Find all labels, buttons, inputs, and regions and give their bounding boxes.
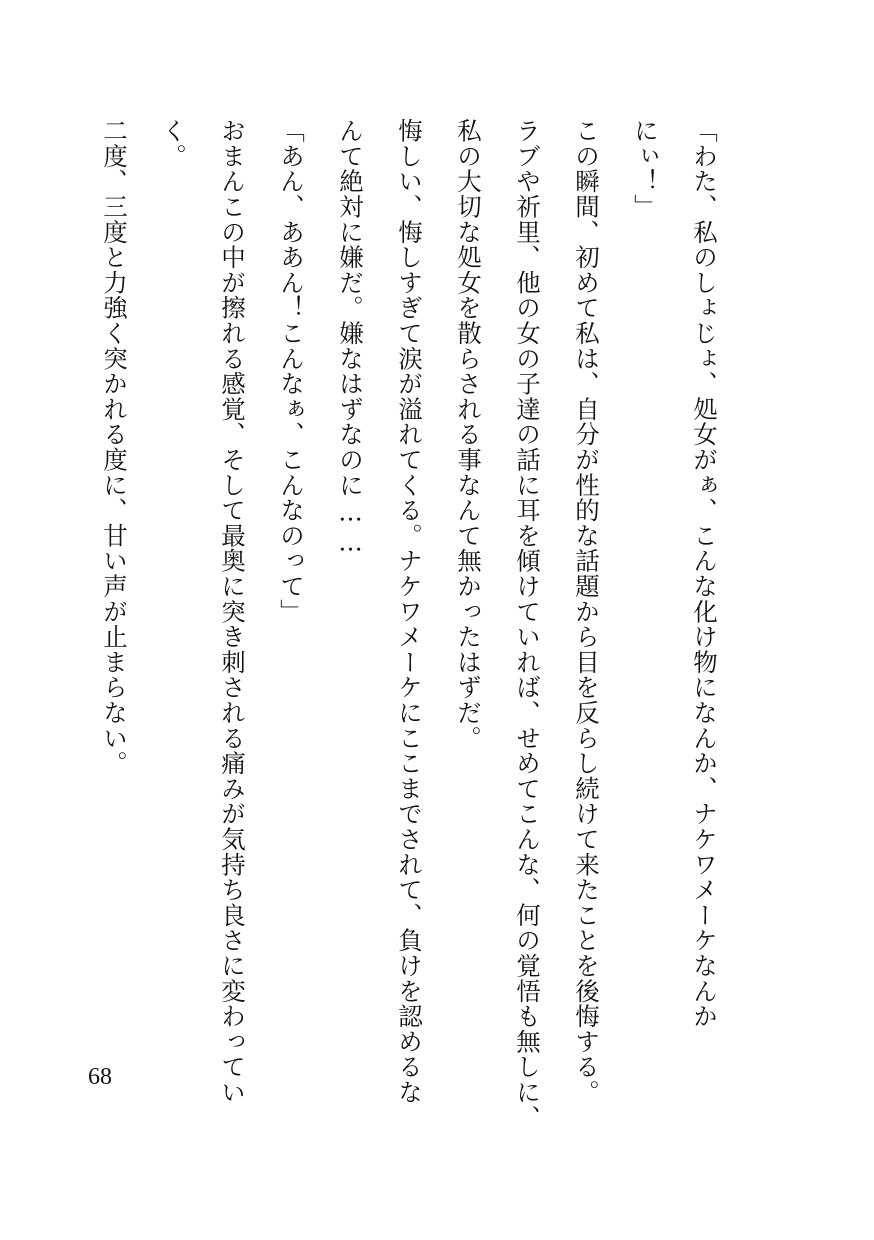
text-line-1: 「わた、私のしょじょ、処女がぁ、こんな化け物になんか、ナケワメーケなんか (690, 118, 719, 1029)
text-line-4: ラブや祈里、他の女の子達の話に耳を傾けていれば、せめてこんな、何の覚悟も無しに、 (513, 118, 542, 1130)
text-line-3: この瞬間、初めて私は、自分が性的な話題から目を反らし続けて来たことを後悔する。 (572, 118, 601, 1105)
text-line-9: おまんこの中が擦れる感覚、そして最奥に突き刺される痛みが気持ち良さに変わってい (218, 118, 247, 1105)
page-number: 68 (88, 1064, 112, 1090)
text-line-5: 私の大切な処女を散らされる事なんて無かったはずだ。 (454, 118, 483, 751)
text-line-10: く。 (159, 118, 188, 169)
text-line-6: 悔しい、悔しすぎて涙が溢れてくる。ナケワメーケにここまでされて、負けを認めるな (395, 118, 424, 1105)
text-line-7: んて絶対に嫌だ。嫌なはずなのに…… (336, 118, 365, 558)
text-line-11: 二度、三度と力強く突かれる度に、甘い声が止まらない。 (100, 118, 129, 776)
text-line-2: にぃ！」 (631, 118, 660, 220)
text-line-8: 「あん、ああん！こんなぁ、こんなのって」 (277, 118, 306, 624)
